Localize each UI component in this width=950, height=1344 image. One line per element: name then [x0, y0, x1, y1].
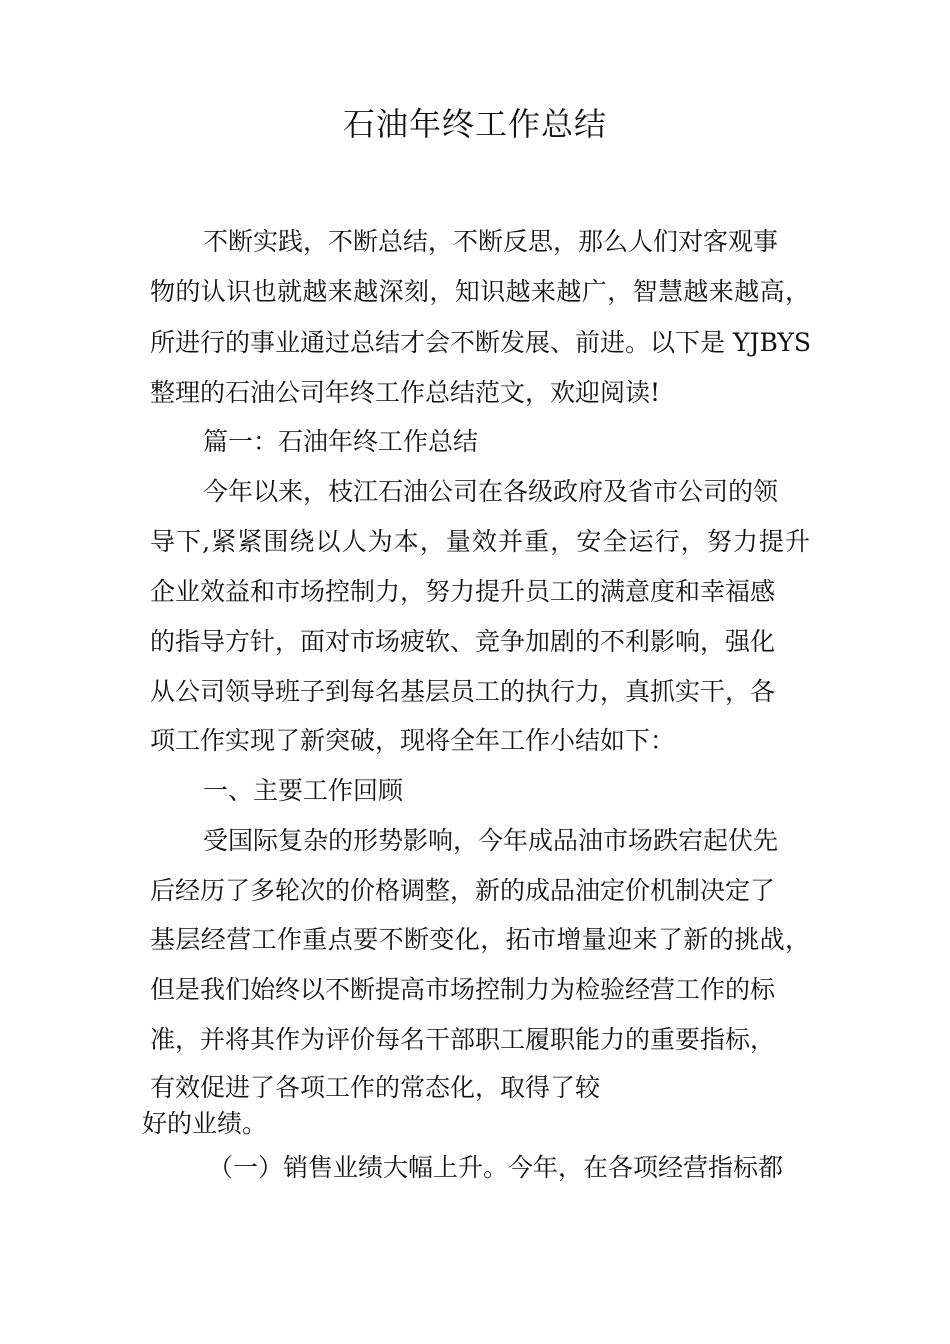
paragraph-line: 所进行的事业通过总结才会不断发展、前进。以下是 YJBYS — [150, 328, 812, 357]
paragraph-line: 有效促进了各项工作的常态化，取得了较 — [150, 1073, 601, 1102]
section-heading: 一、主要工作回顾 — [203, 776, 404, 805]
section-heading: 篇一：石油年终工作总结 — [203, 427, 479, 456]
paragraph-line: 基层经营工作重点要不断变化，拓市增量迎来了新的挑战， — [150, 925, 810, 954]
document-title: 石油年终工作总结 — [342, 105, 607, 143]
paragraph-line: 整理的石油公司年终工作总结范文，欢迎阅读! — [150, 378, 661, 407]
paragraph-line: 从公司领导班子到每名基层员工的执行力，真抓实干，各 — [150, 677, 776, 706]
paragraph-line: 准，并将其作为评价每名干部职工履职能力的重要指标， — [150, 1025, 776, 1054]
paragraph-line: 不断实践，不断总结，不断反思，那么人们对客观事 — [203, 227, 779, 256]
paragraph-line: 受国际复杂的形势影响，今年成品油市场跌宕起伏先 — [203, 826, 779, 855]
paragraph-line: 项工作实现了新突破，现将全年工作小结如下： — [150, 726, 676, 755]
paragraph-line: 今年以来，枝江石油公司在各级政府及省市公司的领 — [203, 477, 779, 506]
paragraph-line: 导下,紧紧围绕以人为本，量效并重，安全运行，努力提升 — [150, 527, 810, 556]
paragraph-line: 物的认识也就越来越深刻，知识越来越广，智慧越来越高， — [150, 277, 810, 306]
paragraph-line: （一）销售业绩大幅上升。今年，在各项经营指标都 — [208, 1153, 784, 1182]
paragraph-line: 好的业绩。 — [142, 1109, 268, 1138]
paragraph-line: 的指导方针，面对市场疲软、竞争加剧的不利影响，强化 — [150, 627, 776, 656]
paragraph-line: 后经历了多轮次的价格调整，新的成品油定价机制决定了 — [150, 876, 776, 905]
paragraph-line: 企业效益和市场控制力，努力提升员工的满意度和幸福感 — [150, 577, 776, 606]
paragraph-line: 但是我们始终以不断提高市场控制力为检验经营工作的标 — [150, 975, 776, 1004]
